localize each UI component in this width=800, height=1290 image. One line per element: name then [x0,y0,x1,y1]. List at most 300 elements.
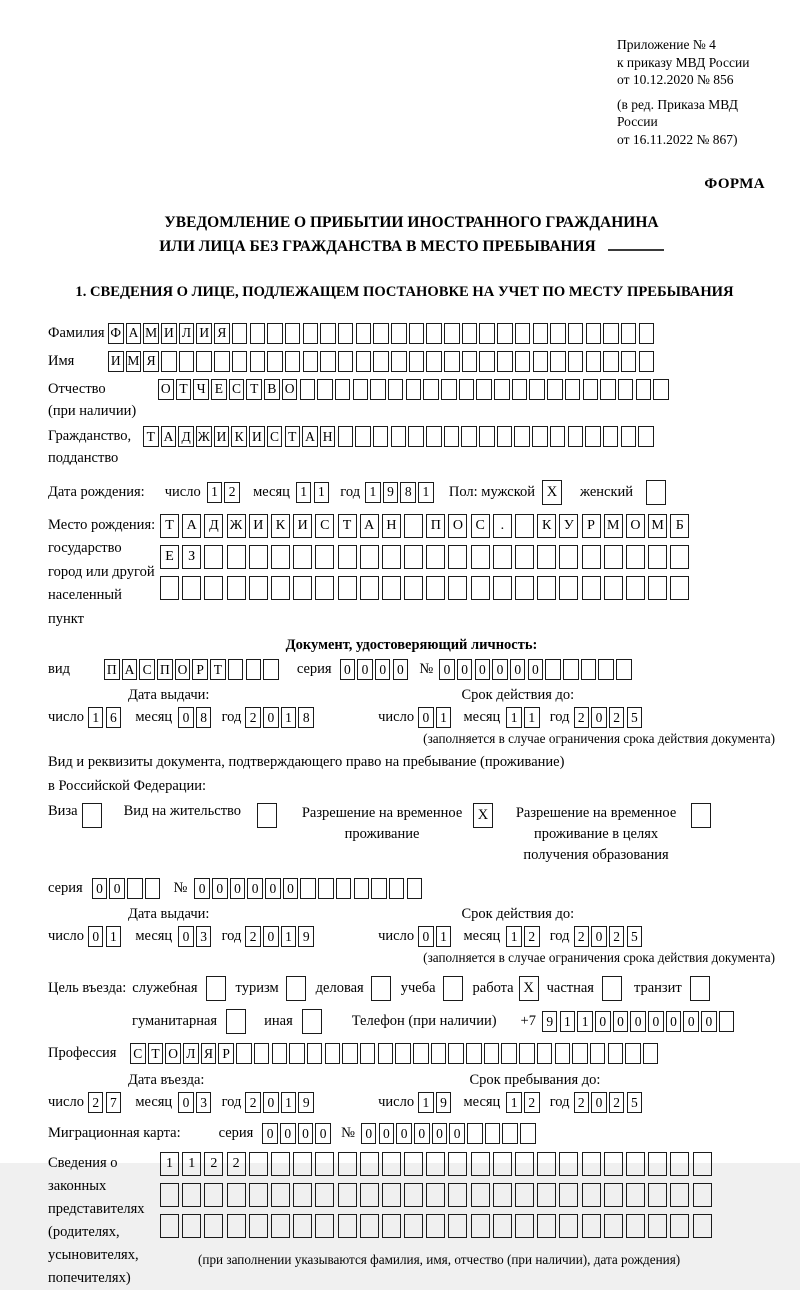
char-box[interactable] [604,1152,623,1176]
char-box[interactable]: С [267,426,283,447]
char-box[interactable]: И [249,426,265,447]
char-box[interactable]: 1 [281,707,297,728]
edu-residence-permit-checkbox[interactable] [691,803,711,828]
char-box[interactable] [303,351,319,372]
char-box[interactable] [598,659,614,680]
char-box[interactable] [395,1043,411,1064]
char-box[interactable] [249,1183,268,1207]
char-box[interactable]: Ж [196,426,212,447]
char-box[interactable] [670,1152,689,1176]
char-box[interactable] [582,576,601,600]
char-box[interactable] [408,426,424,447]
char-box[interactable] [485,1123,501,1144]
char-box[interactable] [356,323,372,344]
char-box[interactable] [603,351,619,372]
char-box[interactable]: М [126,351,142,372]
char-box[interactable]: О [165,1043,181,1064]
char-box[interactable]: 1 [281,926,297,947]
char-box[interactable]: П [157,659,173,680]
char-box[interactable]: 1 [436,707,452,728]
char-box[interactable]: Т [246,379,262,400]
char-box[interactable]: А [122,659,138,680]
char-box[interactable] [479,323,495,344]
char-box[interactable] [161,351,177,372]
char-box[interactable] [448,1214,467,1238]
char-box[interactable]: 9 [298,1092,314,1113]
char-box[interactable] [227,545,246,569]
char-box[interactable] [318,878,334,899]
char-box[interactable] [426,1152,445,1176]
char-box[interactable]: 0 [432,1123,448,1144]
char-box[interactable] [338,351,354,372]
char-box[interactable] [285,351,301,372]
char-box[interactable] [693,1152,712,1176]
char-box[interactable] [271,1183,290,1207]
char-box[interactable]: 0 [194,878,210,899]
char-box[interactable] [431,1043,447,1064]
char-box[interactable]: 1 [88,707,104,728]
char-box[interactable] [160,576,179,600]
char-box[interactable]: 1 [524,707,540,728]
char-box[interactable]: 2 [609,1092,625,1113]
char-box[interactable] [391,351,407,372]
char-box[interactable]: И [108,351,124,372]
char-box[interactable] [145,878,161,899]
char-box[interactable] [572,1043,588,1064]
char-box[interactable] [382,1183,401,1207]
char-box[interactable]: 0 [510,659,526,680]
char-box[interactable]: Е [211,379,227,400]
char-box[interactable] [514,426,530,447]
char-box[interactable] [639,323,655,344]
char-box[interactable] [388,379,404,400]
char-box[interactable] [537,576,556,600]
char-box[interactable] [462,351,478,372]
char-box[interactable]: 1 [296,482,312,503]
char-box[interactable] [479,426,495,447]
char-box[interactable] [300,379,316,400]
char-box[interactable] [370,379,386,400]
char-box[interactable] [559,1214,578,1238]
char-box[interactable]: И [293,514,312,538]
char-box[interactable]: 0 [262,1123,278,1144]
char-box[interactable]: 0 [230,878,246,899]
char-box[interactable]: 0 [178,1092,194,1113]
char-box[interactable] [267,323,283,344]
char-box[interactable] [493,576,512,600]
char-box[interactable]: 0 [449,1123,465,1144]
char-box[interactable] [354,878,370,899]
char-box[interactable] [378,1043,394,1064]
char-box[interactable] [529,379,545,400]
char-box[interactable] [639,351,655,372]
char-box[interactable] [461,426,477,447]
char-box[interactable] [373,351,389,372]
purpose-tourism-checkbox[interactable] [286,976,306,1001]
char-box[interactable]: 0 [361,1123,377,1144]
char-box[interactable]: 0 [109,878,125,899]
char-box[interactable] [550,426,566,447]
char-box[interactable] [493,1152,512,1176]
char-box[interactable] [559,1152,578,1176]
char-box[interactable]: 9 [383,482,399,503]
char-box[interactable]: 2 [204,1152,223,1176]
char-box[interactable]: 0 [178,707,194,728]
char-box[interactable]: Я [201,1043,217,1064]
char-box[interactable] [626,1214,645,1238]
char-box[interactable]: 2 [524,1092,540,1113]
char-box[interactable] [448,1043,464,1064]
char-box[interactable] [413,1043,429,1064]
char-box[interactable] [409,323,425,344]
char-box[interactable] [479,351,495,372]
char-box[interactable]: 6 [106,707,122,728]
char-box[interactable]: 1 [207,482,223,503]
char-box[interactable]: О [626,514,645,538]
char-box[interactable] [204,545,223,569]
char-box[interactable]: 0 [418,926,434,947]
char-box[interactable] [621,351,637,372]
char-box[interactable] [533,351,549,372]
char-box[interactable] [448,545,467,569]
char-box[interactable]: З [182,545,201,569]
char-box[interactable]: 0 [683,1011,699,1032]
char-box[interactable] [426,576,445,600]
char-box[interactable] [533,323,549,344]
char-box[interactable] [356,351,372,372]
char-box[interactable] [515,351,531,372]
char-box[interactable] [336,878,352,899]
visa-checkbox[interactable] [82,803,102,828]
char-box[interactable]: Л [179,323,195,344]
char-box[interactable] [568,351,584,372]
char-box[interactable] [303,323,319,344]
char-box[interactable]: 2 [88,1092,104,1113]
char-box[interactable]: К [271,514,290,538]
char-box[interactable]: 1 [577,1011,593,1032]
char-box[interactable] [293,1152,312,1176]
char-box[interactable] [559,1183,578,1207]
char-box[interactable] [441,379,457,400]
char-box[interactable]: . [493,514,512,538]
char-box[interactable]: 0 [666,1011,682,1032]
char-box[interactable] [618,379,634,400]
char-box[interactable]: 1 [436,926,452,947]
char-box[interactable] [648,545,667,569]
char-box[interactable] [537,545,556,569]
char-box[interactable] [462,323,478,344]
char-box[interactable] [285,323,301,344]
char-box[interactable]: 0 [265,878,281,899]
char-box[interactable] [423,379,439,400]
char-box[interactable] [603,426,619,447]
char-box[interactable]: 0 [439,659,455,680]
char-box[interactable]: Я [143,351,159,372]
char-box[interactable] [160,1183,179,1207]
char-box[interactable] [320,351,336,372]
char-box[interactable] [600,379,616,400]
char-box[interactable] [537,1152,556,1176]
char-box[interactable] [204,1183,223,1207]
char-box[interactable] [670,1214,689,1238]
char-box[interactable] [250,323,266,344]
char-box[interactable] [448,1183,467,1207]
char-box[interactable] [325,1043,341,1064]
char-box[interactable] [204,576,223,600]
char-box[interactable]: 1 [506,926,522,947]
char-box[interactable] [582,1152,601,1176]
char-box[interactable] [382,1214,401,1238]
char-box[interactable] [338,1183,357,1207]
char-box[interactable]: Е [160,545,179,569]
char-box[interactable] [471,1214,490,1238]
char-box[interactable]: 0 [263,926,279,947]
char-box[interactable] [471,576,490,600]
char-box[interactable] [555,1043,571,1064]
char-box[interactable] [520,1123,536,1144]
char-box[interactable]: 9 [542,1011,558,1032]
char-box[interactable]: 1 [182,1152,201,1176]
char-box[interactable] [625,1043,641,1064]
char-box[interactable]: В [264,379,280,400]
char-box[interactable] [547,379,563,400]
char-box[interactable]: И [214,426,230,447]
char-box[interactable] [271,545,290,569]
char-box[interactable]: 7 [106,1092,122,1113]
char-box[interactable] [519,1043,535,1064]
char-box[interactable] [228,659,244,680]
char-box[interactable]: 0 [340,659,356,680]
char-box[interactable]: И [161,323,177,344]
char-box[interactable]: И [249,514,268,538]
char-box[interactable]: 1 [365,482,381,503]
char-box[interactable]: А [126,323,142,344]
char-box[interactable] [315,1214,334,1238]
char-box[interactable] [338,1152,357,1176]
char-box[interactable] [493,1183,512,1207]
char-box[interactable] [448,576,467,600]
char-box[interactable] [604,545,623,569]
char-box[interactable]: 0 [414,1123,430,1144]
char-box[interactable]: 0 [375,659,391,680]
char-box[interactable]: 0 [475,659,491,680]
char-box[interactable] [643,1043,659,1064]
char-box[interactable]: 0 [178,926,194,947]
char-box[interactable] [371,878,387,899]
char-box[interactable] [493,1214,512,1238]
char-box[interactable]: 1 [281,1092,297,1113]
char-box[interactable] [563,659,579,680]
purpose-other-checkbox[interactable] [302,1009,322,1034]
char-box[interactable] [293,545,312,569]
char-box[interactable] [300,878,316,899]
char-box[interactable] [568,426,584,447]
char-box[interactable]: М [143,323,159,344]
char-box[interactable] [250,351,266,372]
char-box[interactable]: 0 [315,1123,331,1144]
char-box[interactable] [719,1011,735,1032]
char-box[interactable] [585,426,601,447]
char-box[interactable] [426,1214,445,1238]
char-box[interactable] [515,514,534,538]
char-box[interactable]: 2 [245,707,261,728]
char-box[interactable]: М [648,514,667,538]
char-box[interactable]: Б [670,514,689,538]
char-box[interactable]: 0 [492,659,508,680]
char-box[interactable]: 0 [283,878,299,899]
char-box[interactable] [272,1043,288,1064]
char-box[interactable] [583,379,599,400]
char-box[interactable] [636,379,652,400]
char-box[interactable]: Н [382,514,401,538]
char-box[interactable] [227,1214,246,1238]
char-box[interactable] [360,576,379,600]
char-box[interactable]: М [604,514,623,538]
sex-female-checkbox[interactable] [646,480,666,505]
char-box[interactable] [315,1152,334,1176]
char-box[interactable] [426,1183,445,1207]
char-box[interactable] [342,1043,358,1064]
char-box[interactable]: 0 [357,659,373,680]
char-box[interactable] [182,576,201,600]
purpose-work-checkbox[interactable]: X [519,976,539,1001]
char-box[interactable] [227,576,246,600]
purpose-transit-checkbox[interactable] [690,976,710,1001]
char-box[interactable] [471,545,490,569]
char-box[interactable] [271,576,290,600]
char-box[interactable]: Ж [227,514,246,538]
char-box[interactable]: 0 [418,707,434,728]
char-box[interactable] [214,351,230,372]
char-box[interactable] [497,351,513,372]
char-box[interactable] [590,1043,606,1064]
char-box[interactable] [254,1043,270,1064]
char-box[interactable] [389,878,405,899]
char-box[interactable] [501,1043,517,1064]
char-box[interactable] [459,379,475,400]
char-box[interactable] [267,351,283,372]
char-box[interactable]: 2 [609,707,625,728]
char-box[interactable] [670,1183,689,1207]
char-box[interactable]: Н [320,426,336,447]
char-box[interactable]: 0 [591,926,607,947]
char-box[interactable]: Ч [193,379,209,400]
char-box[interactable]: У [559,514,578,538]
char-box[interactable] [338,426,354,447]
char-box[interactable] [537,1043,553,1064]
char-box[interactable] [406,379,422,400]
char-box[interactable] [232,323,248,344]
char-box[interactable] [626,576,645,600]
char-box[interactable] [315,545,334,569]
char-box[interactable]: Р [218,1043,234,1064]
char-box[interactable] [307,1043,323,1064]
char-box[interactable] [426,426,442,447]
char-box[interactable] [444,426,460,447]
char-box[interactable]: 9 [436,1092,452,1113]
char-box[interactable]: 0 [701,1011,717,1032]
char-box[interactable] [426,351,442,372]
char-box[interactable] [626,1152,645,1176]
char-box[interactable] [293,576,312,600]
char-box[interactable] [603,323,619,344]
char-box[interactable]: 2 [227,1152,246,1176]
char-box[interactable]: Д [178,426,194,447]
char-box[interactable]: 3 [196,926,212,947]
purpose-study-checkbox[interactable] [443,976,463,1001]
char-box[interactable] [373,323,389,344]
char-box[interactable] [360,545,379,569]
char-box[interactable]: 2 [609,926,625,947]
char-box[interactable]: Т [210,659,226,680]
char-box[interactable]: 8 [400,482,416,503]
char-box[interactable] [360,1214,379,1238]
char-box[interactable] [293,1183,312,1207]
char-box[interactable] [271,1214,290,1238]
char-box[interactable]: 0 [457,659,473,680]
char-box[interactable] [484,1043,500,1064]
char-box[interactable]: 0 [92,878,108,899]
char-box[interactable]: 0 [591,1092,607,1113]
char-box[interactable]: П [426,514,445,538]
char-box[interactable] [471,1152,490,1176]
char-box[interactable] [360,1152,379,1176]
char-box[interactable] [382,1152,401,1176]
char-box[interactable] [232,351,248,372]
char-box[interactable] [670,576,689,600]
char-box[interactable] [476,379,492,400]
char-box[interactable]: 2 [524,926,540,947]
char-box[interactable] [317,379,333,400]
char-box[interactable]: С [130,1043,146,1064]
purpose-private-checkbox[interactable] [602,976,622,1001]
char-box[interactable] [582,1214,601,1238]
char-box[interactable]: 1 [160,1152,179,1176]
char-box[interactable] [127,878,143,899]
char-box[interactable] [236,1043,252,1064]
char-box[interactable]: 0 [528,659,544,680]
char-box[interactable] [466,1043,482,1064]
char-box[interactable]: Т [338,514,357,538]
char-box[interactable] [648,1183,667,1207]
char-box[interactable] [626,545,645,569]
char-box[interactable] [626,1183,645,1207]
char-box[interactable]: А [302,426,318,447]
char-box[interactable]: 9 [298,926,314,947]
char-box[interactable]: О [448,514,467,538]
char-box[interactable] [426,545,445,569]
char-box[interactable]: 0 [263,707,279,728]
residence-permit-checkbox[interactable] [257,803,277,828]
char-box[interactable] [249,576,268,600]
char-box[interactable]: 0 [393,659,409,680]
char-box[interactable]: 2 [574,707,590,728]
char-box[interactable] [693,1183,712,1207]
char-box[interactable] [616,659,632,680]
char-box[interactable] [515,1214,534,1238]
char-box[interactable]: 1 [506,1092,522,1113]
char-box[interactable]: 0 [591,707,607,728]
char-box[interactable] [608,1043,624,1064]
char-box[interactable] [391,323,407,344]
char-box[interactable]: 0 [396,1123,412,1144]
char-box[interactable]: С [229,379,245,400]
char-box[interactable] [559,545,578,569]
char-box[interactable] [246,659,262,680]
char-box[interactable] [648,1152,667,1176]
char-box[interactable] [586,351,602,372]
char-box[interactable] [315,1183,334,1207]
